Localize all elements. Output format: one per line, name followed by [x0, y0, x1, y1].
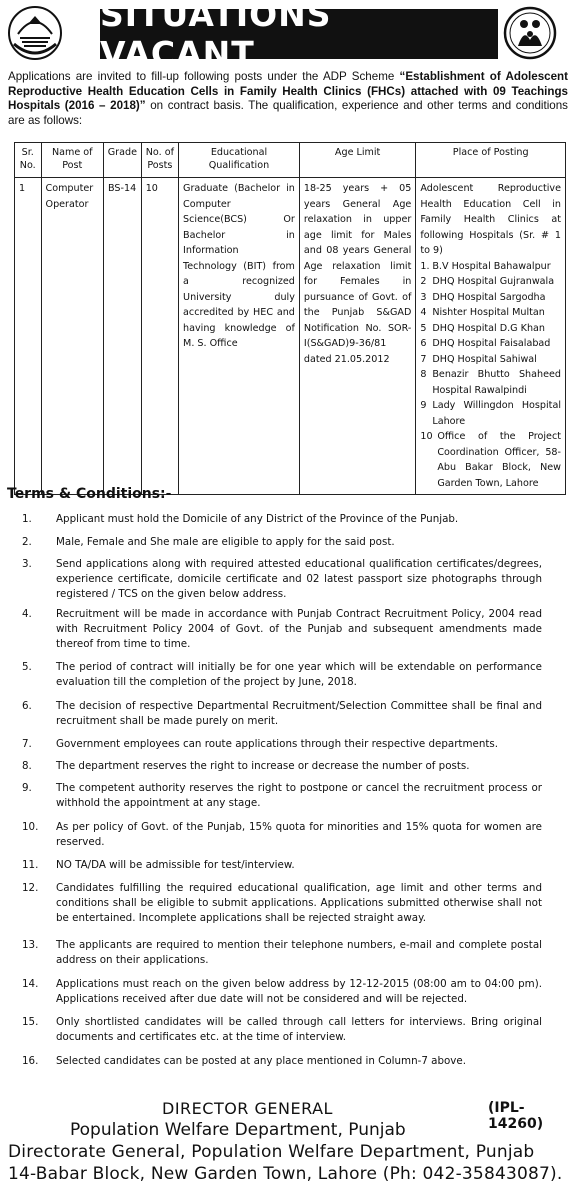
term-item — [22, 781, 542, 811]
term-text: Government employees can route applications through their respective departments. — [56, 738, 499, 750]
cell-grade: BS-14 — [104, 178, 142, 495]
col-header-name: Name of Post — [41, 143, 103, 178]
term-number: 9. — [22, 782, 32, 794]
term-item — [22, 759, 542, 774]
table-row — [15, 178, 566, 495]
term-text: The competent authority reserves the right to postpone or cancel the recruitment process or withhold the appointment at any stage. — [56, 782, 542, 809]
signatory-designation: DIRECTOR GENERAL — [162, 1099, 333, 1118]
term-number: 4. — [22, 608, 32, 620]
list-item — [420, 352, 561, 368]
term-text: Applications must reach on the given below address by 12-12-2015 (08:00 am to 04:00 pm). Applications received after due date will not be considered and will be rejected. — [56, 978, 542, 1005]
cell-qualification: Graduate (Bachelor in Computer Science(BCS) Or Bachelor in Information Technology (BIT) from a recognized University duly accredited by HEC and having knowledge of M. S. Office — [179, 178, 300, 495]
term-number: 14. — [22, 978, 39, 990]
list-item — [420, 305, 561, 321]
advertisement-reference: (IPL-14260) — [488, 1100, 544, 1132]
footer — [0, 1096, 576, 1184]
term-item — [22, 938, 542, 968]
term-text: Candidates fulfilling the required educational qualification, age limit and other terms and conditions shall be eligible to submit applications. Applications submitted otherwise shall not be entertained. Incomplete applications shall be rejected straight away. — [56, 882, 542, 924]
term-text: The period of contract will initially be for one year which will be extendable on performance evaluation till the completion of the project by June, 2018. — [56, 661, 542, 688]
list-item-number: 9 — [420, 400, 427, 411]
list-item — [420, 367, 561, 398]
intro-text-end: on contract basis. The qualification, experience and other terms and conditions are as follows: — [8, 99, 568, 127]
col-header-age: Age Limit — [299, 143, 415, 178]
term-number: 5. — [22, 661, 32, 673]
list-item-number: 4 — [420, 307, 427, 318]
term-text: Only shortlisted candidates will be called through call letters for interviews. Bring original documents and certificates etc. at the time of interview. — [56, 1016, 542, 1043]
term-item — [22, 1015, 542, 1045]
list-item-number: 1. — [420, 260, 430, 272]
col-header-sr: Sr. No. — [15, 143, 42, 178]
term-number: 2. — [22, 536, 32, 548]
term-item — [22, 512, 542, 527]
list-item-number: 2 — [420, 276, 427, 287]
list-item — [420, 290, 561, 306]
directorate-name: Directorate General, Population Welfare Department, Punjab — [8, 1142, 535, 1162]
list-item — [420, 259, 561, 275]
punjab-emblem-icon — [6, 4, 64, 62]
list-item-number: 8 — [420, 369, 427, 380]
term-item — [22, 881, 542, 925]
term-text: The decision of respective Departmental Recruitment/Selection Committee shall be final and recruitment shall be made purely on merit. — [56, 700, 542, 727]
term-text: As per policy of Govt. of the Punjab, 15% quota for minorities and 15% quota for women are reserved. — [56, 821, 542, 848]
list-item-text: DHQ Hospital D.G Khan — [432, 322, 545, 334]
family-welfare-logo-icon — [502, 4, 558, 62]
term-number: 1. — [22, 513, 32, 525]
term-item — [22, 820, 542, 850]
term-number: 16. — [22, 1055, 39, 1067]
list-item — [420, 429, 561, 491]
cell-post-name: Computer Operator — [41, 178, 103, 495]
term-text: Male, Female and She male are eligible to apply for the said post. — [56, 536, 395, 548]
list-item-number: 3 — [420, 291, 427, 303]
term-item — [22, 535, 542, 550]
list-item-text: DHQ Hospital Sargodha — [432, 291, 546, 303]
list-item-text: Office of the Project Coordination Officer, 58-Abu Bakar Block, New Garden Town, Lahore — [437, 431, 561, 489]
term-text: Selected candidates can be posted at any place mentioned in Column-7 above. — [56, 1055, 466, 1067]
term-number: 11. — [22, 859, 39, 871]
col-header-posts: No. of Posts — [141, 143, 178, 178]
term-number: 6. — [22, 700, 32, 712]
cell-sr: 1 — [15, 178, 42, 495]
hospital-list — [420, 259, 561, 492]
vacancy-table — [14, 142, 566, 495]
term-item — [22, 977, 542, 1007]
term-text: The department reserves the right to increase or decrease the number of posts. — [56, 760, 470, 772]
list-item-text: DHQ Hospital Faisalabad — [432, 338, 551, 349]
list-item-number: 7 — [420, 353, 427, 365]
list-item — [420, 336, 561, 352]
cell-place-of-posting — [416, 178, 566, 495]
list-item — [420, 398, 561, 429]
list-item-text: Lady Willingdon Hospital Lahore — [432, 400, 561, 427]
table-header-row — [15, 143, 566, 178]
header — [0, 0, 576, 73]
term-item — [22, 607, 542, 651]
col-header-grade: Grade — [104, 143, 142, 178]
page-title: SITUATIONS VACANT — [100, 9, 498, 59]
list-item-number: 10 — [420, 431, 433, 442]
department-name: Population Welfare Department, Punjab — [70, 1120, 406, 1140]
cell-age-limit: 18-25 years + 05 years General Age relaxation in upper age limit for Males and 08 years General Age relaxation limit for Females in pursuance of Govt. of the Punjab S&GAD Notification No. SOR-I(S&GAD)9-36/81 dated 21.05.2012 — [299, 178, 415, 495]
term-item — [22, 1054, 542, 1069]
term-item — [22, 557, 542, 601]
list-item-text: B.V Hospital Bahawalpur — [432, 260, 551, 272]
term-text: Recruitment will be made in accordance with Punjab Contract Recruitment Policy, 2004 read with Recruitment Policy 2004 of Govt. of the Punjab and subsequent amendments made thereof from time to time. — [56, 608, 542, 650]
intro-text-start: Applications are invited to fill-up following posts under the ADP Scheme — [8, 70, 400, 83]
term-text: Send applications along with required attested educational qualification certificates/degrees, experience certificate, domicile certificate and 02 latest passport size photographs through registered / TCS on the given below address. — [56, 558, 542, 600]
term-number: 8. — [22, 760, 32, 772]
cell-posts: 10 — [141, 178, 178, 495]
term-item — [22, 660, 542, 690]
postal-address: 14-Babar Block, New Garden Town, Lahore (Ph: 042-35843087). — [8, 1164, 563, 1184]
list-item-number: 5 — [420, 322, 427, 334]
term-number: 10. — [22, 821, 39, 833]
terms-heading: Terms & Conditions:- — [7, 486, 172, 502]
col-header-place: Place of Posting — [416, 143, 566, 178]
term-number: 12. — [22, 882, 39, 894]
term-item — [22, 858, 542, 873]
term-number: 15. — [22, 1016, 39, 1028]
list-item-text: DHQ Hospital Gujranwala — [432, 276, 555, 287]
list-item-number: 6 — [420, 338, 427, 349]
term-number: 7. — [22, 738, 32, 750]
list-item — [420, 274, 561, 290]
term-number: 13. — [22, 939, 39, 951]
term-text: The applicants are required to mention their telephone numbers, e-mail and complete postal address on their applications. — [56, 939, 542, 966]
place-intro: Adolescent Reproductive Health Education Cell in Family Health Clinics at following Hospitals (Sr. # 1 to 9) — [420, 183, 561, 256]
term-item — [22, 699, 542, 729]
term-text: Applicant must hold the Domicile of any District of the Province of the Punjab. — [56, 513, 459, 525]
list-item-text: DHQ Hospital Sahiwal — [432, 353, 537, 365]
term-item — [22, 737, 542, 752]
list-item-text: Benazir Bhutto Shaheed Hospital Rawalpindi — [432, 369, 561, 396]
term-number: 3. — [22, 558, 32, 570]
list-item — [420, 321, 561, 337]
scheme-name: “Establishment of Adolescent Reproductive Health Education Cells in Family Health Clinics (FHCs) attached with 09 Teachings Hospitals (2016 – 2018)” — [8, 70, 568, 113]
list-item-text: Nishter Hospital Multan — [432, 307, 545, 318]
intro-paragraph — [8, 70, 568, 128]
term-text: NO TA/DA will be admissible for test/interview. — [56, 859, 295, 871]
col-header-qualification: Educational Qualification — [179, 143, 300, 178]
